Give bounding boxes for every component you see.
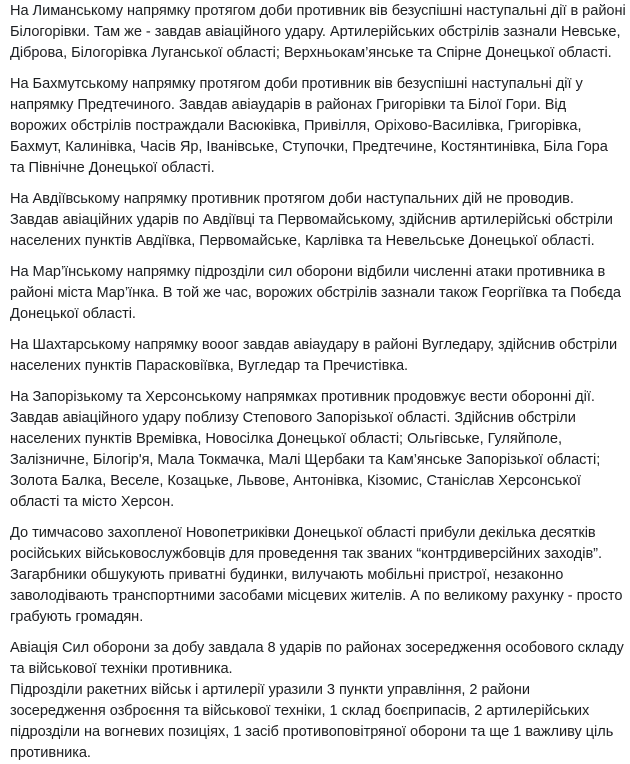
paragraph-missile-artillery: Підрозділи ракетних військ і артилерії уразили 3 пункти управління, 2 райони зосередження озброєння та військової техніки, 1 склад боєприпасів, 2 артилерійських підрозділи на вогневих позиціях, 1 засіб противоповітряної оборони та ще 1 важливу ціль противника. bbox=[10, 682, 614, 761]
paragraph-avdiivka-direction: На Авдіївському напрямку противник протягом доби наступальних дій не проводив. Завдав авіаційних ударів по Авдіївці та Первомайському, здійснив артилерійські обстріли населених пунктів Авдіївка, Первомайське, Карлівка та Невельське Донецької області. bbox=[10, 191, 613, 249]
paragraph-marinka-direction: На Мар’їнському напрямку підрозділи сил оборони відбили численні атаки противника в районі міста Мар’їнка. В той же час, ворожих обстрілів зазнали також Георгіївка та Побєда Донецької області. bbox=[10, 264, 621, 322]
post-body bbox=[0, 1, 630, 764]
paragraph-shakhtarsk-direction: На Шахтарському напрямку вооог завдав авіаудару в районі Вугледару, здійснив обстріли населених пунктів Парасковіївка, Вугледар та Пречистівка. bbox=[10, 337, 618, 374]
paragraph-bakhmut-direction: На Бахмутському напрямку протягом доби противник вів безуспішні наступальні дії у напрямку Предтечиного. Завдав авіаударів в районах Григорівки та Білої Гори. Від ворожих обстрілів постраждали Васюківка, Привілля, Оріхово-Василівка, Григорівка, Бахмут, Калинівка, Часів Яр, Іванівське, Ступочки, Предтечине, Костянтинівка, Біла Гора та Північне Донецької області. bbox=[10, 76, 608, 176]
paragraph-lyman-direction: На Лиманському напрямку протягом доби противник вів безуспішні наступальні дії в районі Білогорівки. Там же - завдав авіаційного удару. Артилерійських обстрілів зазнали Невське, Діброва, Білогорівка Луганської області; Верхньокам’янське та Спірне Донецької області. bbox=[10, 3, 626, 61]
paragraph-aviation-strikes: Авіація Сил оборони за добу завдала 8 ударів по районах зосередження особового складу та військової техніки противника. bbox=[10, 640, 624, 677]
paragraph-novopetrykivka: До тимчасово захопленої Новопетриківки Донецької області прибули декілька десятків російських військовослужбовців для проведення так званих “контрдиверсійних заходів”. Загарбники обшукують приватні будинки, вилучають мобільні пристрої, незаконно заволодівають транспортними засобами місцевих жителів. А по великому рахунку - просто грабують громадян. bbox=[10, 525, 623, 625]
paragraph-zaporizhzhia-kherson-directions: На Запорізькому та Херсонському напрямках противник продовжує вести оборонні дії. Завдав авіаційного удару поблизу Степового Запорізької області. Здійснив обстріли населених пунктів Времівка, Новосілка Донецької області; Ольгівське, Гуляйполе, Залізничне, Білогір'я, Мала Токмачка, Малі Щербаки та Кам’янське Запорізької області; Золота Балка, Веселе, Козацьке, Львове, Антонівка, Кізомис, Станіслав Херсонської області та місто Херсон. bbox=[10, 389, 601, 510]
